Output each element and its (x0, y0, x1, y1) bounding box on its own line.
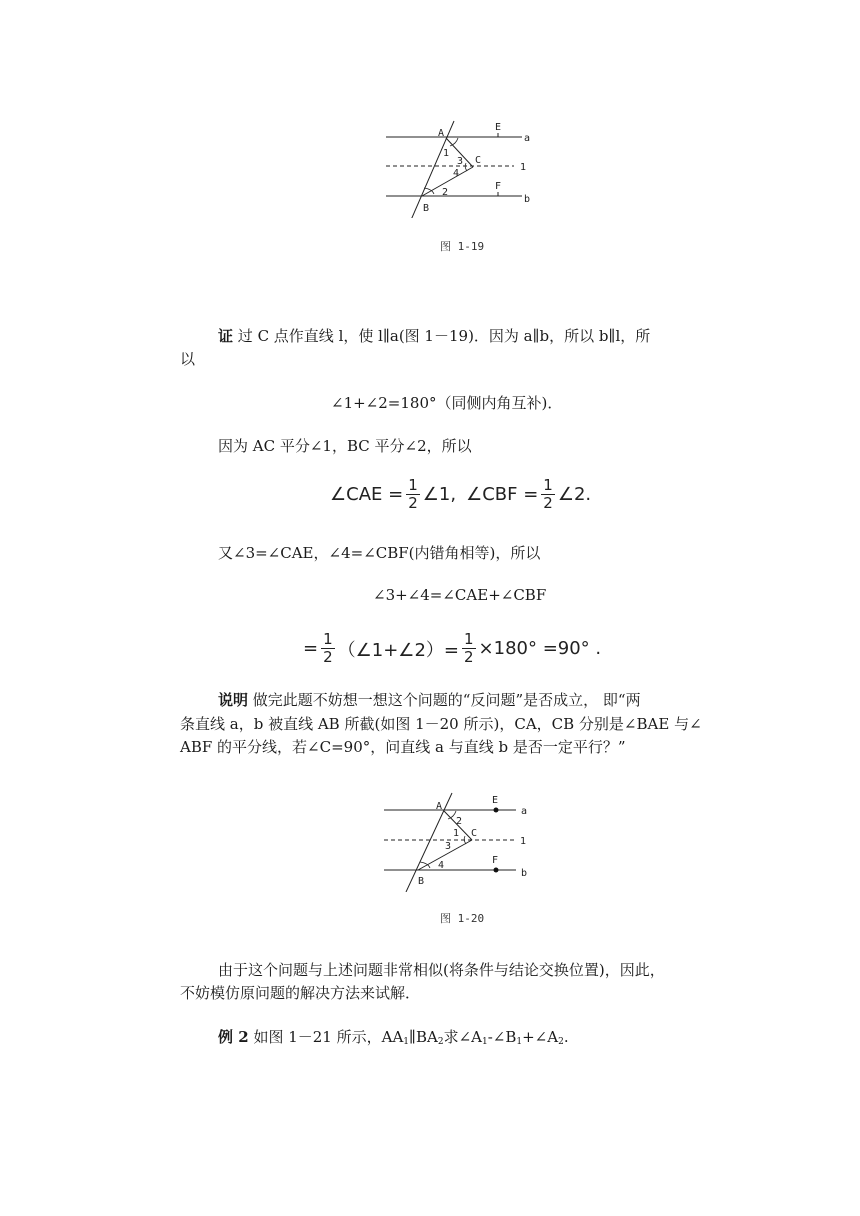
figure-1-19 (380, 118, 540, 218)
note-label: 说明 (218, 691, 249, 709)
example-2 (218, 1027, 569, 1052)
figure-1-20-caption: 图 1-20 (440, 912, 485, 925)
fraction-denominator: 2 (463, 648, 474, 666)
label-l-line: 1 (520, 836, 527, 847)
label-f-point: F (495, 181, 502, 192)
eq2-left-2: ∠CBF = (466, 484, 539, 505)
label-angle-3: 3 (457, 156, 464, 167)
eq2-right-1: ∠1, (422, 484, 457, 505)
label-e-point: E (495, 122, 502, 133)
label-angle-4: 4 (453, 168, 460, 179)
angle-arc-a (450, 138, 458, 146)
equation-2 (330, 477, 591, 512)
fraction-numerator: 1 (543, 476, 553, 494)
equation-3: ∠3+∠4=∠CAE+∠CBF (373, 586, 547, 604)
angle-arc-b (424, 188, 434, 194)
label-angle-4: 4 (438, 860, 445, 871)
fraction-half-2 (541, 477, 555, 512)
example-text: 如图 1－21 所示，AA (253, 1028, 404, 1046)
sub-5: 2 (558, 1037, 564, 1047)
line-ab (411, 121, 454, 218)
example-text-5: +∠A (522, 1028, 559, 1046)
equation-1: ∠1+∠2=180°（同侧内角互补)． (331, 394, 563, 412)
proof-line-2: 以 (180, 350, 196, 368)
para-3-line-2: 不妨模仿原问题的解决方法来试解． (180, 984, 421, 1002)
fraction-numerator: 1 (463, 630, 474, 648)
label-angle-2: 2 (442, 187, 449, 198)
eq4-equals: = (303, 638, 319, 659)
label-a-line: a (521, 806, 528, 817)
equation-4 (303, 631, 601, 666)
sub-2: 2 (437, 1037, 444, 1047)
example-text-4: -∠B (487, 1028, 517, 1046)
label-b-line: b (521, 868, 528, 879)
eq4-part-1: （∠1+∠2）= (337, 639, 459, 661)
angle-arc-c (465, 163, 467, 171)
fraction-half-4 (462, 631, 476, 666)
label-a-point: A (438, 128, 445, 139)
label-c-point: C (475, 155, 482, 166)
fraction-numerator: 1 (408, 476, 418, 494)
note-line-3: ABF 的平分线，若∠C=90°，问直线 a 与直线 b 是否一定平行？” (180, 738, 626, 756)
example-text-3: 求∠A (443, 1028, 482, 1046)
angle-arc-b (420, 862, 430, 868)
label-a-line: a (524, 133, 531, 144)
eq2-left-1: ∠CAE = (330, 484, 404, 505)
label-c-point: C (471, 828, 478, 839)
proof-label: 证 (218, 327, 234, 345)
label-angle-2: 2 (456, 816, 463, 827)
point-e (494, 808, 499, 813)
example-text-6: . (563, 1028, 569, 1046)
fraction-denominator: 2 (543, 494, 553, 512)
label-b-point: B (418, 876, 425, 887)
angle-arc-a (448, 811, 456, 819)
label-e-point: E (492, 795, 499, 806)
sub-1: 1 (403, 1037, 410, 1047)
proof-line-3: 因为 AC 平分∠1，BC 平分∠2，所以 (218, 437, 472, 455)
label-b-line: b (524, 194, 531, 205)
eq4-part-2: ×180° =90° . (478, 638, 602, 659)
fraction-numerator: 1 (323, 630, 333, 648)
para-3-line-1: 由于这个问题与上述问题非常相似(将条件与结论交换位置)，因此， (218, 961, 665, 979)
example-text-2: ∥BA (409, 1028, 438, 1046)
proof-line-1 (218, 326, 650, 346)
label-angle-1: 1 (453, 828, 460, 839)
fraction-denominator: 2 (323, 648, 333, 666)
label-f-point: F (492, 855, 499, 866)
eq2-right-2: ∠2. (557, 484, 592, 505)
note-text-1: 做完此题不妨想一想这个问题的“反问题”是否成立， 即“两 (252, 691, 641, 709)
label-a-point: A (436, 801, 443, 812)
point-f (494, 868, 499, 873)
fraction-half-1 (406, 477, 420, 512)
note-line-1 (218, 690, 641, 710)
label-l-line: 1 (520, 162, 527, 173)
label-angle-1: 1 (443, 148, 450, 159)
sub-3: 1 (481, 1037, 488, 1047)
fraction-denominator: 2 (408, 494, 418, 512)
label-b-point: B (423, 203, 430, 214)
example-label: 例 2 (218, 1028, 249, 1046)
sub-4: 1 (516, 1037, 523, 1047)
fraction-half-3 (321, 631, 335, 666)
label-angle-3: 3 (445, 841, 452, 852)
angle-arc-c (464, 836, 466, 844)
proof-text-1: 过 C 点作直线 l，使 l∥a(图 1－19)．因为 a∥b，所以 b∥l，所 (237, 327, 651, 345)
figure-1-20 (380, 790, 540, 892)
proof-line-4: 又∠3=∠CAE，∠4=∠CBF(内错角相等)，所以 (218, 544, 541, 562)
note-line-2: 条直线 a，b 被直线 AB 所截(如图 1－20 所示)，CA，CB 分别是∠BAE 与∠ (180, 715, 702, 733)
figure-1-19-caption: 图 1-19 (440, 240, 485, 253)
